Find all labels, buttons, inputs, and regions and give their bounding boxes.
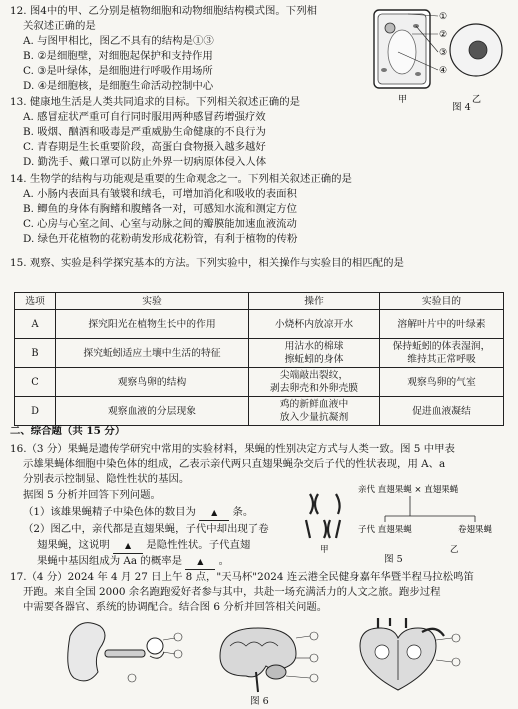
header-operation: 操作 xyxy=(249,293,380,310)
section-2-title: 二、综合题（共 15 分） xyxy=(10,425,126,437)
row-option: B xyxy=(15,339,56,368)
q16-line2: 示雄果蝇体细胞中染色体的组成，乙表示亲代两只直翅果蝇杂交后子代的性状表现，用 A、a xyxy=(23,458,446,470)
callout-line xyxy=(436,638,452,640)
q14-option-c: C. 心房与心室之间、心室与动脉之间的瓣膜能加速血液流动 xyxy=(23,218,297,230)
q15-stem: 15. 观察、实验是科学探究基本的方法。下列实验中，相关操作与实验目的相匹配的是 xyxy=(10,257,404,269)
q12-option-c: C. ③是叶绿体，是细胞进行呼吸作用场所 xyxy=(23,65,213,77)
purpose-line1: 观察鸟卵的气室 xyxy=(407,376,476,388)
table-row xyxy=(15,397,504,426)
callout-marker xyxy=(452,658,460,666)
chloroplast xyxy=(415,72,421,76)
row-option: C xyxy=(15,368,56,397)
q12-stem-line1: 12. 图4中的甲、乙分别是植物细胞和动物细胞结构模式图。下列相 xyxy=(10,5,317,17)
callout-line xyxy=(163,652,175,654)
purpose-line1: 促进血液凝结 xyxy=(412,405,471,417)
q13-stem: 13. 健康地生活是人类共同追求的目标。下列相关叙述正确的是 xyxy=(10,96,300,108)
callout-3: ③ xyxy=(439,48,448,58)
q12-stem-line2: 关叙述正确的是 xyxy=(23,20,96,32)
row-operation xyxy=(249,310,380,339)
q16-part2-text2: 是隐性性状。子代直翅 xyxy=(146,539,251,551)
label-yi: 乙 xyxy=(472,95,482,105)
heart-diagram xyxy=(360,618,444,690)
operation-line1: 尖端敲出裂纹， xyxy=(279,370,349,381)
q16-part2-tail: 。 xyxy=(218,555,230,567)
figure-5-genetics-diagram xyxy=(300,480,515,555)
q16-line1: 16.（3 分）果蝇是遗传学研究中常用的实验材料，果蝇的性别决定方式与人类一致。图 5 中甲表 xyxy=(10,443,455,455)
row-operation xyxy=(249,339,380,368)
q16-part2-last xyxy=(37,554,229,570)
fig5-label-yi: 乙 xyxy=(450,545,459,555)
row-operation xyxy=(249,368,380,397)
callout-line xyxy=(286,676,310,678)
q13-option-b: B. 吸烟、酗酒和吸毒是严重威胁生命健康的不良行为 xyxy=(23,126,266,138)
operation-line2: 剥去卵壳和外卵壳膜 xyxy=(269,383,359,394)
q13-option-a: A. 感冒症状严重可自行同时服用两种感冒药增强疗效 xyxy=(23,111,266,123)
genetics-diagram-svg xyxy=(300,480,515,555)
callout-line xyxy=(436,660,452,662)
q14-stem: 14. 生物学的结构与功能观是重要的生命观念之一。下列相关叙述正确的是 xyxy=(10,173,352,185)
callout-marker xyxy=(310,674,318,682)
plant-vacuole xyxy=(388,30,416,74)
row-option: A xyxy=(15,310,56,339)
label-jia: 甲 xyxy=(398,95,408,105)
table-row xyxy=(15,310,504,339)
row-option: D xyxy=(15,397,56,426)
table-header-row xyxy=(15,293,504,310)
header-purpose: 实验目的 xyxy=(380,293,504,310)
callout-1: ① xyxy=(439,12,448,22)
q12-option-b: B. ②是细胞壁，对细胞起保护和支持作用 xyxy=(23,50,213,62)
row-experiment: 观察鸟卵的结构 xyxy=(56,368,249,397)
heart-callouts xyxy=(436,634,460,666)
table-row xyxy=(15,368,504,397)
figure-4-caption: 图 4 xyxy=(452,102,471,113)
operation-line1: 小烧杯内放凉开水 xyxy=(274,318,354,330)
callout-line xyxy=(296,636,310,638)
q16-part1-text: （1）该雄果蝇精子中染色体的数目为 xyxy=(23,506,196,518)
ear-diagram xyxy=(68,623,164,681)
q16-part2-text: 翅果蝇，这说明 xyxy=(37,539,110,551)
fig5-parent-line: 亲代 直翅果蝇 × 直翅果蝇 xyxy=(358,485,459,495)
fig5-label-jia: 甲 xyxy=(320,545,329,555)
q12-option-a: A. 与图甲相比，图乙不具有的结构是①③ xyxy=(23,35,214,47)
header-option: 选项 xyxy=(15,293,56,310)
q13-option-d: D. 勤洗手、戴口罩可以防止外界一切病原体侵入人体 xyxy=(23,156,267,168)
operation-line2: 放入少量抗凝剂 xyxy=(279,412,349,423)
q12-option-d: D. ④是细胞核，是细胞生命活动控制中心 xyxy=(23,80,214,92)
q13-option-c: C. 青春期是生长重要阶段，高蛋白食物摄入越多越好 xyxy=(23,141,266,153)
callout-marker xyxy=(128,674,136,682)
purpose-line1: 溶解叶片中的叶绿素 xyxy=(397,318,486,330)
q16-part1-tail: 条。 xyxy=(232,506,254,518)
q16-part1 xyxy=(23,505,253,521)
cell-diagram-svg xyxy=(368,4,508,116)
callout-marker xyxy=(174,633,182,641)
answer-blank[interactable] xyxy=(185,554,215,570)
blank-triangle-mark: ▲ xyxy=(197,557,204,566)
callout-marker xyxy=(174,650,182,658)
answer-blank[interactable] xyxy=(199,505,229,521)
chloroplast xyxy=(381,68,387,72)
figure-6-caption: 图 6 xyxy=(250,696,269,707)
header-experiment: 实验 xyxy=(56,293,249,310)
callout-2: ② xyxy=(439,30,448,40)
figure-5-caption: 图 5 xyxy=(384,554,403,565)
operation-line1: 鸡的新鲜血液中 xyxy=(279,399,349,410)
row-experiment: 探究阳光在植物生长中的作用 xyxy=(56,310,249,339)
blank-triangle-mark: ▲ xyxy=(211,508,218,517)
fig5-child-line: 子代 直翅果蝇 xyxy=(358,525,412,535)
fig5-child2-label: 卷翅果蝇 xyxy=(458,525,493,535)
q17-line1: 17.（4 分）2024 年 4 月 27 日上午 8 点，"天马杯"2024 连云港全民健身嘉年华暨半程马拉松鸣笛 xyxy=(10,571,474,583)
q17-line3: 中需要各器官、系统的协调配合。结合图 6 分析并回答相关问题。 xyxy=(23,601,328,613)
operation-line1: 用沾水的棉球 xyxy=(284,341,344,352)
row-experiment: 观察血液的分层现象 xyxy=(56,397,249,426)
callout-marker xyxy=(310,632,318,640)
plant-nucleus xyxy=(385,23,395,33)
organ-diagrams-svg xyxy=(60,616,480,696)
operation-line2: 擦蚯蚓的身体 xyxy=(284,354,344,365)
figure-4-cell-diagrams xyxy=(368,4,508,116)
q16-part2-text3: 果蝇中基因组成为 Aa 的概率是 xyxy=(37,555,182,567)
q14-option-a: A. 小肠内表面具有皱襞和绒毛，可增加消化和吸收的表面积 xyxy=(23,188,297,200)
q16-line4: 据图 5 分析并回答下列问题。 xyxy=(23,489,161,501)
q17-line2: 开跑。来自全国 2000 余名跑跑爱好者参与其中，共赴一场充满活力的人文之旅。跑步过程 xyxy=(23,586,441,598)
q14-option-b: B. 鲫鱼的身体有胸鳍和腹鳍各一对，可感知水流和测定方位 xyxy=(23,203,298,215)
callout-4: ④ xyxy=(439,66,448,76)
experiment-table xyxy=(14,292,504,426)
row-operation xyxy=(249,397,380,426)
q16-part2-cont xyxy=(37,538,250,554)
q16-part2: （2）图乙中，亲代都是直翅果蝇，子代中却出现了卷 xyxy=(23,523,269,535)
q16-line3: 分别表示控制显、隐性性状的基因。 xyxy=(23,473,190,485)
figure-6-organ-diagrams xyxy=(60,616,480,696)
callout-line xyxy=(163,638,175,640)
q14-option-d: D. 绿色开花植物的花粉萌发形成花粉管，有利于植物的传粉 xyxy=(23,233,298,245)
animal-nucleus xyxy=(469,41,487,59)
purpose-line2: 维持其正常呼吸 xyxy=(407,354,476,365)
row-purpose xyxy=(380,368,504,397)
purpose-line1: 保持蚯蚓的体表湿润， xyxy=(392,341,491,352)
callout-marker xyxy=(452,634,460,642)
chromosome-pairs xyxy=(306,494,340,538)
row-purpose xyxy=(380,339,504,368)
answer-blank[interactable] xyxy=(113,538,143,554)
row-purpose xyxy=(380,397,504,426)
table-row xyxy=(15,339,504,368)
row-purpose xyxy=(380,310,504,339)
row-experiment: 探究蚯蚓适应土壤中生活的特征 xyxy=(56,339,249,368)
blank-triangle-mark: ▲ xyxy=(124,541,132,550)
callout-marker xyxy=(310,654,318,662)
brain-diagram xyxy=(220,628,296,692)
